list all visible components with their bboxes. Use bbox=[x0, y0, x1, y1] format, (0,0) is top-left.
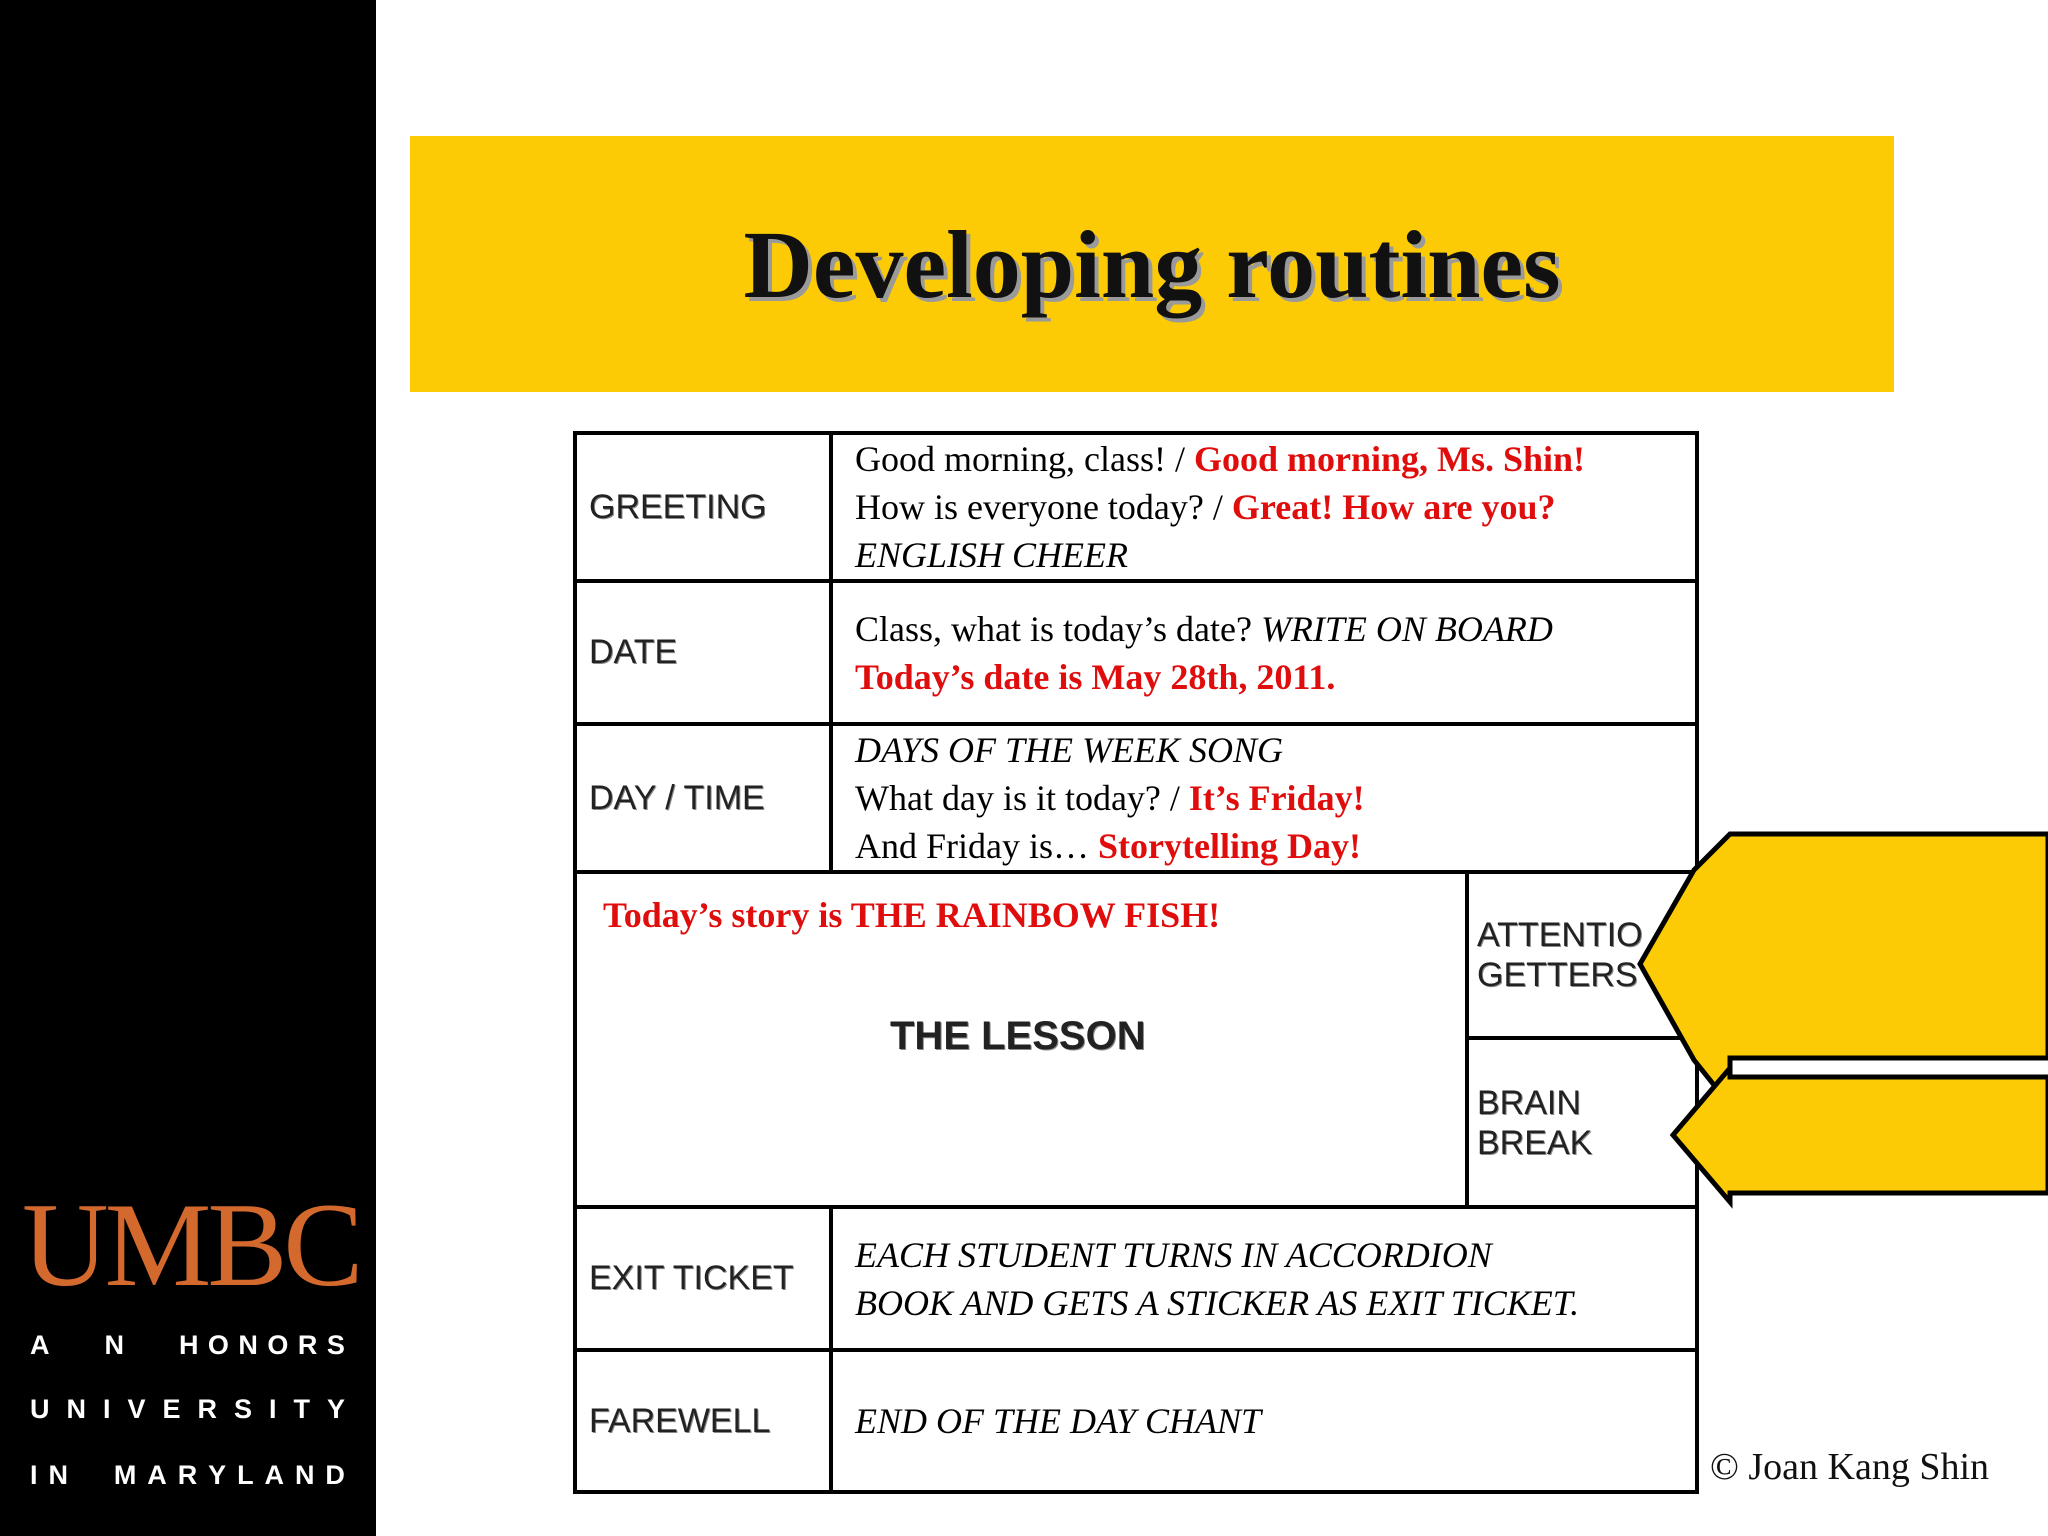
logo-tagline-2: U N I V E R S I T Y bbox=[30, 1394, 345, 1424]
content-date: Class, what is today’s date? WRITE ON BOARD Today’s date is May 28th, 2011. bbox=[831, 581, 1697, 724]
content-exit-ticket: EACH STUDENT TURNS IN ACCORDION BOOK AND GETS A STICKER AS EXIT TICKET. bbox=[831, 1207, 1697, 1350]
attention-getters: ATTENTIO GETTERS bbox=[1469, 874, 1695, 1040]
label-farewell: FAREWELL bbox=[575, 1350, 831, 1492]
content-farewell: END OF THE DAY CHANT bbox=[831, 1350, 1697, 1492]
copyright: © Joan Kang Shin bbox=[1710, 1446, 1990, 1488]
slide-title: Developing routines bbox=[743, 210, 1561, 318]
lesson-title: THE LESSON bbox=[890, 1014, 1146, 1058]
label-exit-ticket: EXIT TICKET bbox=[575, 1207, 831, 1350]
logo-tagline-1: A N H O N O R S bbox=[30, 1330, 345, 1360]
label-greeting: GREETING bbox=[575, 433, 831, 581]
umbc-logo: UMBC bbox=[22, 1178, 360, 1311]
label-day-time: DAY / TIME bbox=[575, 724, 831, 872]
lesson-story: Today’s story is THE RAINBOW FISH! bbox=[603, 895, 1221, 935]
content-greeting: Good morning, class! / Good morning, Ms. Shin! How is everyone today? / Great! How are you? ENGLISH CHEER bbox=[831, 433, 1697, 581]
content-day-time: DAYS OF THE WEEK SONG What day is it today? / It’s Friday! And Friday is… Storytelling Day! bbox=[831, 724, 1697, 872]
brain-break: BRAIN BREAK bbox=[1477, 1083, 1593, 1162]
arrow-attention-getters-icon bbox=[1640, 834, 2048, 1105]
arrow-brain-break-icon bbox=[1673, 1068, 2048, 1202]
logo-tagline-3: I N M A R Y L A N D bbox=[30, 1460, 345, 1490]
label-date: DATE bbox=[575, 581, 831, 724]
